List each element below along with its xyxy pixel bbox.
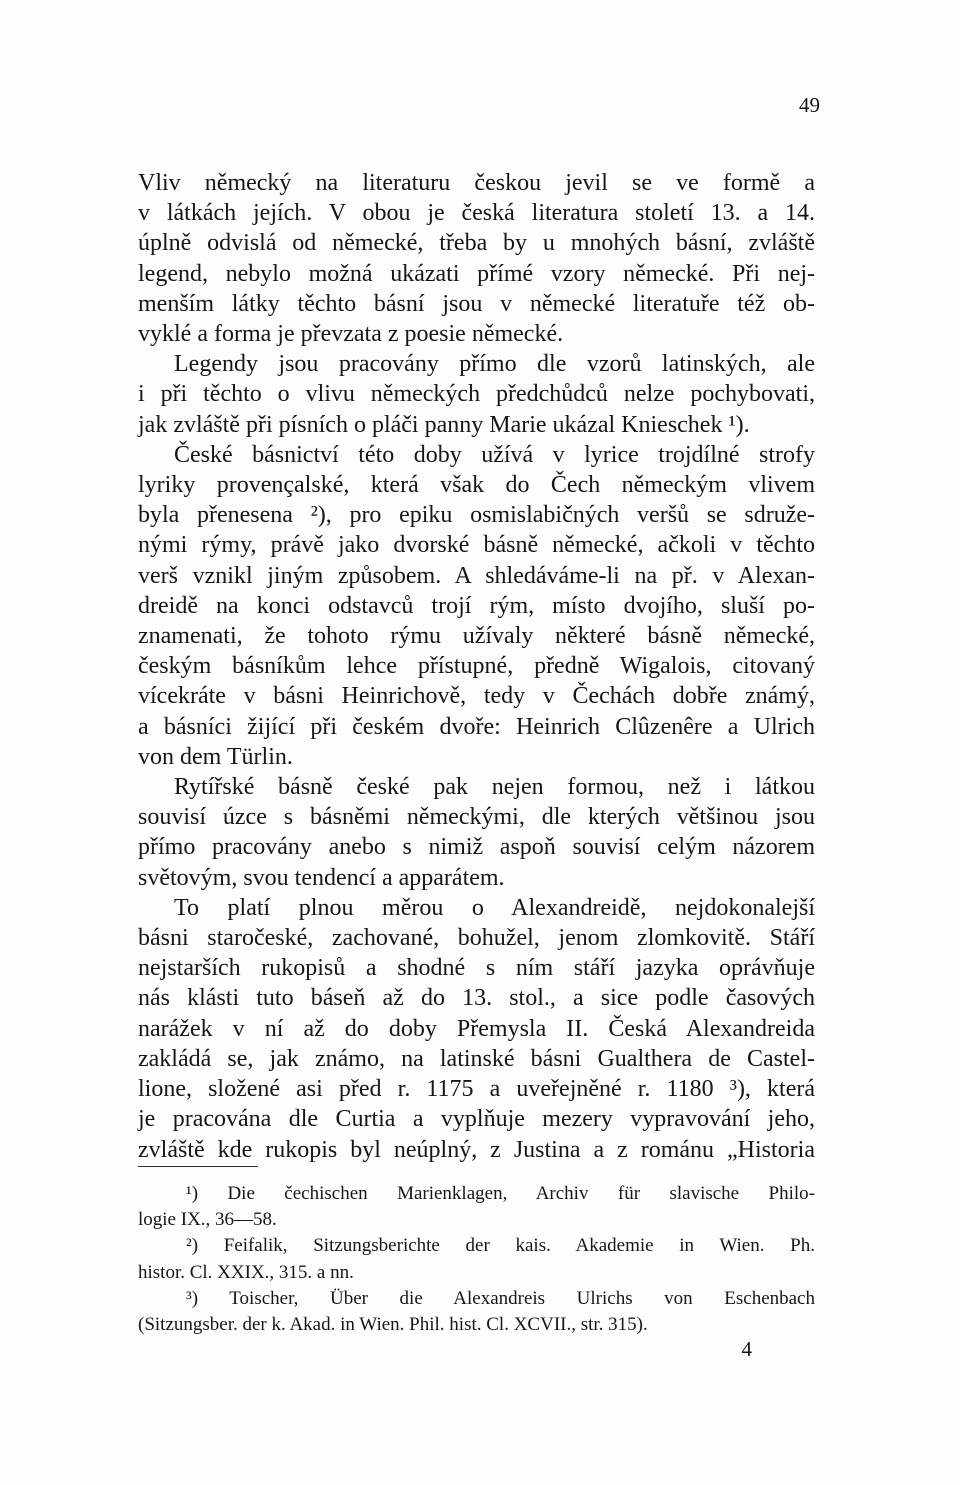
text-line: České básnictví této doby užívá v lyrice trojdílné strofy — [174, 441, 815, 468]
body-text — [138, 168, 815, 1165]
text-line: básni staročeské, zachované, bohužel, jenom zlomkovitě. Stáří — [138, 925, 815, 952]
text-line: vícekráte v básni Heinrichově, tedy v Čechách dobře známý, — [138, 683, 815, 710]
text-line: narážek v ní až do doby Přemysla II. Česká Alexandreida — [138, 1015, 815, 1042]
footnote-separator — [138, 1166, 258, 1167]
text-line: lyriky provençalské, která však do Čech německým vlivem — [138, 472, 815, 499]
text-line: dreidě na konci odstavců trojí rým, místo dvojího, sluší po- — [138, 592, 815, 619]
text-line: lione, složené asi před r. 1175 a uveřejněné r. 1180 ³), která — [138, 1076, 815, 1103]
text-line: von dem Türlin. — [138, 743, 293, 770]
text-line: verš vznikl jiným způsobem. A shledáváme-li na př. v Alexan- — [138, 562, 815, 589]
text-line: úplně odvislá od německé, třeba by u mnohých básní, zvláště — [138, 230, 815, 257]
text-line: To platí plnou měrou o Alexandreidě, nejdokonalejší — [174, 894, 815, 921]
footnote-line: logie IX., 36—58. — [138, 1209, 277, 1231]
text-line: souvisí úzce s básněmi německými, dle kterých většinou jsou — [138, 804, 815, 831]
text-line: Rytířské básně české pak nejen formou, než i látkou — [174, 774, 815, 801]
footnote-line: ²) Feifalik, Sitzungsberichte der kais. Akademie in Wien. Ph. — [186, 1235, 815, 1257]
text-line: přímo pracovány anebo s nimiž aspoň souvisí celým názorem — [138, 834, 815, 861]
signature-mark: 4 — [741, 1337, 752, 1361]
text-line: znamenati, že tohoto rýmu užívaly některé básně německé, — [138, 623, 815, 650]
text-line: vyklé a forma je převzata z poesie německé. — [138, 321, 564, 348]
footnote-line: histor. Cl. XXIX., 315. a nn. — [138, 1261, 354, 1283]
text-line: zvláště kde rukopis byl neúplný, z Justina a z románu „Historia — [138, 1136, 815, 1163]
footnotes — [138, 1181, 815, 1338]
text-line: českým básníkům lehce přístupné, předně Wigalois, citovaný — [138, 653, 815, 680]
text-line: v látkách jejích. V obou je česká literatura století 13. a 14. — [138, 200, 815, 227]
text-line: Legendy jsou pracovány přímo dle vzorů latinských, ale — [174, 351, 815, 378]
footnote-line: ¹) Die čechischen Marienklagen, Archiv für slavische Philo- — [186, 1183, 815, 1204]
text-line: nás klásti tuto báseň až do 13. stol., a sice podle časových — [138, 985, 815, 1012]
text-line: menším látky těchto básní jsou v německé literatuře též ob- — [138, 290, 815, 317]
text-line: i při těchto o vlivu německých předchůdců nelze pochybovati, — [138, 381, 815, 408]
footnote-line: ³) Toischer, Über die Alexandreis Ulrichs von Eschenbach — [186, 1287, 815, 1309]
text-line: nejstarších rukopisů a shodné s ním stáří jazyka oprávňuje — [138, 955, 815, 982]
text-line: Vliv německý na literaturu českou jevil se ve formě a — [138, 170, 815, 196]
text-line: nými rýmy, právě jako dvorské básně německé, ačkoli v těchto — [138, 532, 815, 559]
text-line: byla přenesena ²), pro epiku osmislabičných veršů se sdruže- — [138, 502, 815, 529]
text-line: a básníci žijící při českém dvoře: Heinrich Clûzenêre a Ulrich — [138, 713, 815, 740]
text-line: legend, nebylo možná ukázati přímé vzory německé. Při nej- — [138, 260, 815, 287]
page-number: 49 — [799, 93, 820, 117]
footnote-line: (Sitzungsber. der k. Akad. in Wien. Phil. hist. Cl. XCVII., str. 315). — [138, 1314, 648, 1336]
text-line: světovým, svou tendencí a apparátem. — [138, 864, 505, 891]
text-line: je pracována dle Curtia a vyplňuje mezery vypravování jeho, — [138, 1106, 815, 1133]
text-line: jak zvláště při písních o pláči panny Marie ukázal Knieschek ¹). — [138, 411, 750, 438]
text-line: zakládá se, jak známo, na latinské básni Gualthera de Castel- — [138, 1045, 815, 1072]
